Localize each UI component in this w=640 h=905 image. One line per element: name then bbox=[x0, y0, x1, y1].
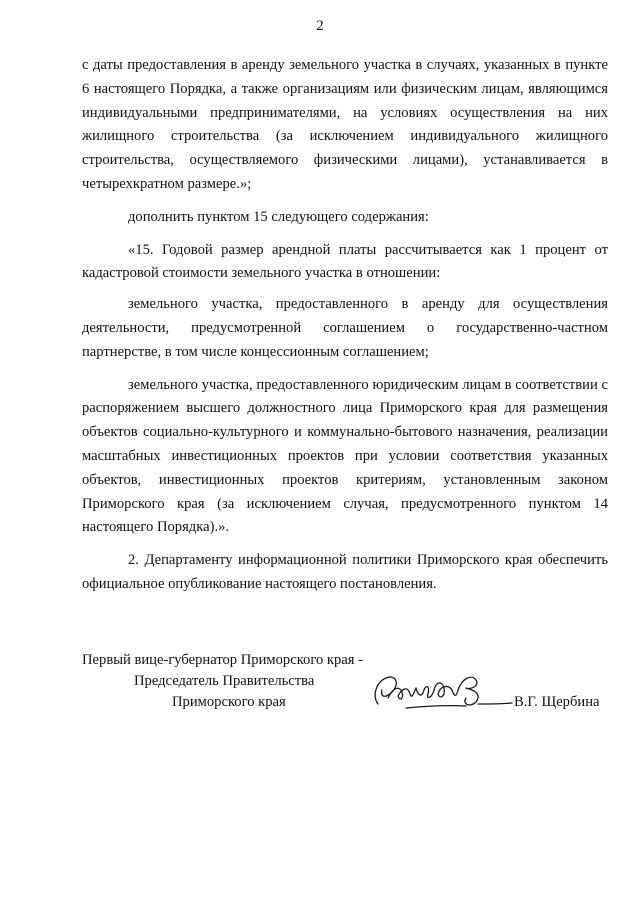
signatory-title-line-3: Приморского края bbox=[172, 694, 286, 710]
paragraph-clause-15-item-1: земельного участка, предоставленного в аренду для осуществления деятельности, предусмотренной соглашением о государственно-частном партнерстве, в том числе концессионным соглашением; bbox=[82, 296, 608, 360]
handwritten-signature bbox=[366, 668, 516, 716]
signatory-name: В.Г. Щербина bbox=[514, 694, 600, 710]
signature-block bbox=[82, 650, 608, 720]
paragraph-clause-15-item-2: земельного участка, предоставленного юридическим лицам в соответствии с распоряжением высшего должностного лица Приморского края для размещения объектов социально-культурного и коммунально-бытового назначения, реализации масштабных инвестиционных проектов при условии соответствия указанных объектов, инвестиционных проектов критериям, установленным законом Приморского края (за исключением случая, предусмотренного пунктом 14 настоящего Порядка).». bbox=[82, 376, 608, 536]
paragraph-amendment-intro: дополнить пунктом 15 следующего содержания: bbox=[128, 208, 429, 225]
page-number: 2 bbox=[316, 18, 324, 34]
document-body bbox=[82, 54, 608, 597]
paragraph-item-2: 2. Департаменту информационной политики Приморского края обеспечить официальное опубликование настоящего постановления. bbox=[82, 552, 608, 592]
signatory-title-line-2: Председатель Правительства bbox=[134, 673, 315, 689]
paragraph-continuation: с даты предоставления в аренду земельного участка в случаях, указанных в пункте 6 настоящего Порядка, а также организациям или физическим лицам, являющимся индивидуальными предпринимателями, на условиях осуществления на них жилищного строительства (за исключением индивидуального жилищного строительства, осуществляемого физическими лицами), устанавливается в четырехкратном размере.»; bbox=[82, 57, 608, 192]
paragraph-clause-15: «15. Годовой размер арендной платы рассчитывается как 1 процент от кадастровой стоимости земельного участка в отношении: bbox=[82, 241, 608, 282]
signatory-title-line-1: Первый вице-губернатор Приморского края - bbox=[82, 652, 364, 668]
